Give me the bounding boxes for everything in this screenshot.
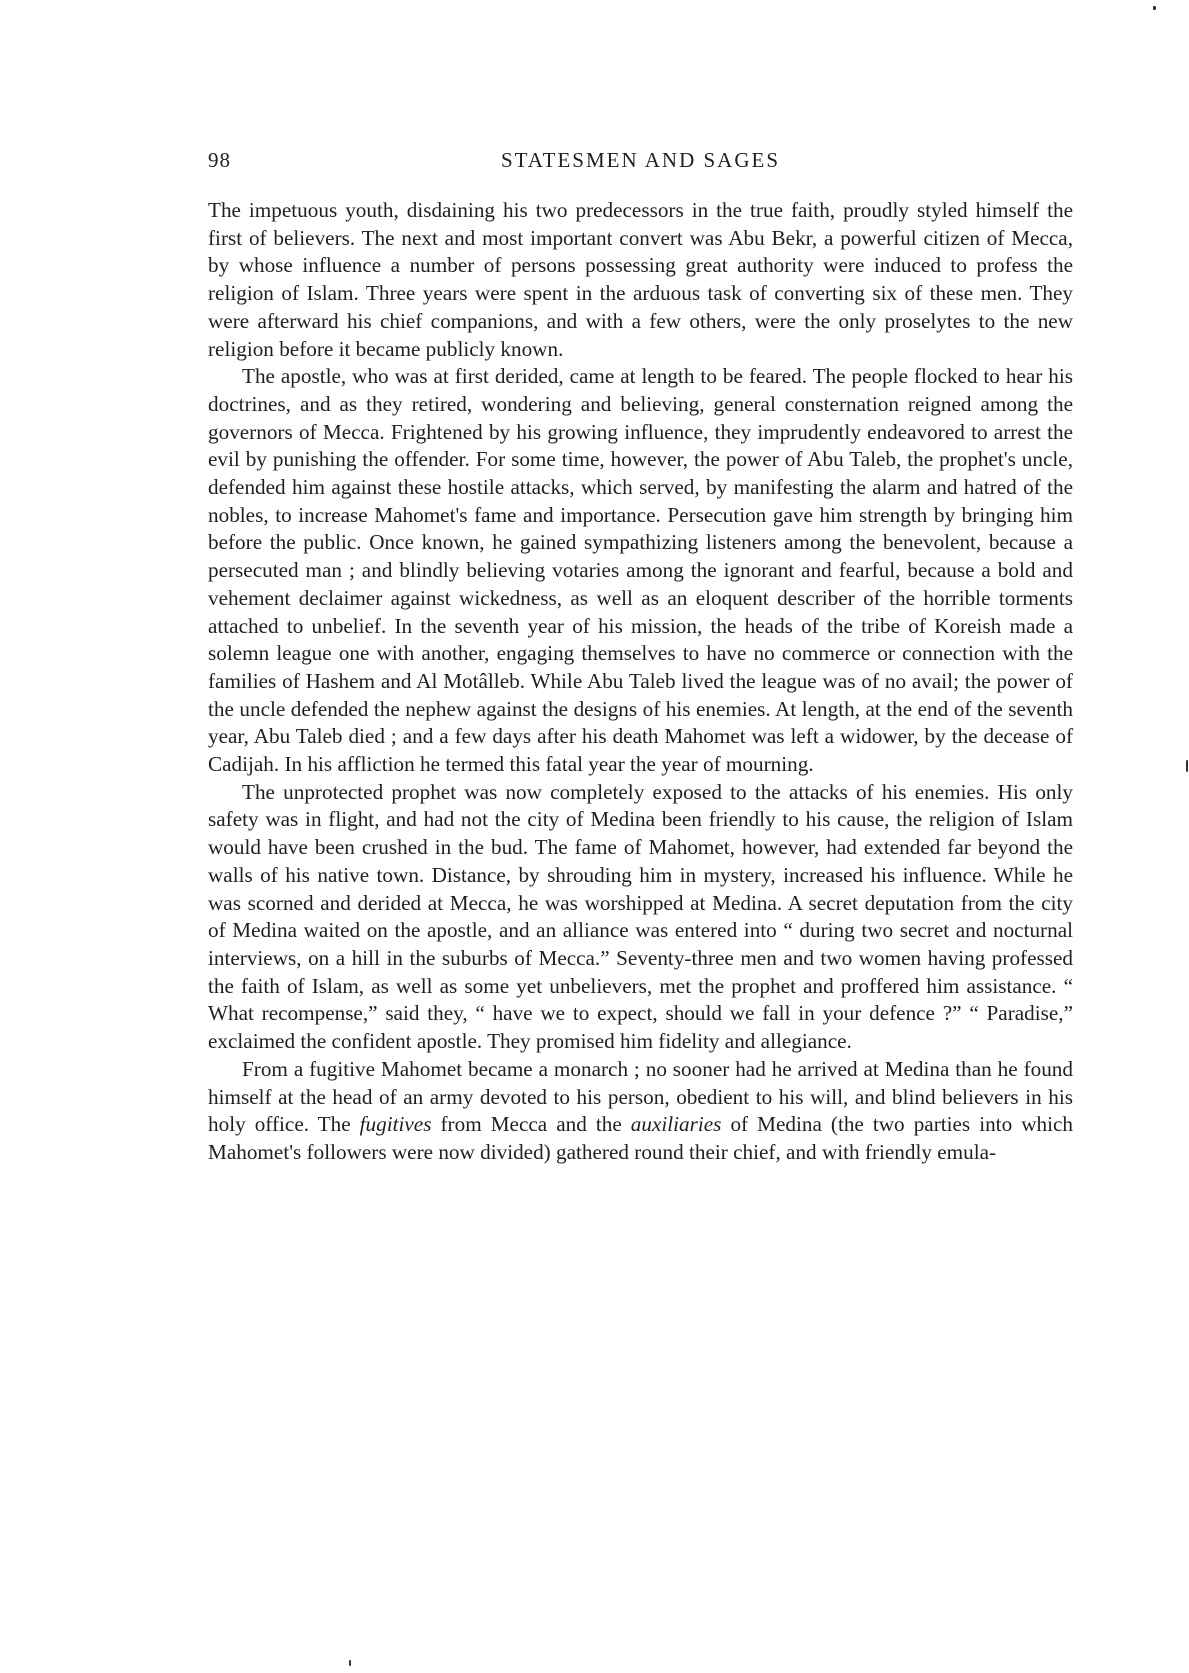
body-text [208, 197, 1073, 1167]
paragraph-3: The unprotected prophet was now completely exposed to the attacks of his enemies. His only safety was in flight, and had not the city of Medina been friendly to his cause, the religion of Islam would have been crushed in the bud. The fame of Mahomet, however, had extended far beyond the walls of his native town. Distance, by shrouding him in mystery, increased his influence. While he was scorned and derided at Mecca, he was worshipped at Medina. A secret deputation from the city of Medina waited on the apostle, and an alliance was entered into “ during two secret and nocturnal interviews, on a hill in the suburbs of Mecca.” Seventy-three men and two women having professed the faith of Islam, as well as some yet unbelievers, met the prophet and proffered him assistance. “ What recompense,” said they, “ have we to expect, should we fall in your defence ?” “ Paradise,” exclaimed the confident apostle. They promised him fidelity and allegiance. [208, 779, 1073, 1054]
italic-term-fugitives: fugitives [359, 1112, 432, 1137]
italic-term-auxiliaries: auxiliaries [630, 1112, 722, 1137]
paragraph-4-text-b: from Mecca and the [431, 1112, 631, 1137]
page-number: 98 [208, 148, 231, 172]
paragraph-4 [208, 1056, 1073, 1167]
running-head: STATESMEN AND SAGES [500, 148, 781, 172]
scan-speck-top-right [1153, 6, 1156, 10]
scan-speck-bottom [349, 1660, 351, 1666]
page-header [208, 148, 1073, 178]
scan-speck-right-margin [1186, 760, 1188, 772]
paragraph-1: The impetuous youth, disdaining his two predecessors in the true faith, proudly styled himself the first of believers. The next and most important convert was Abu Bekr, a powerful citizen of Mecca, by whose influence a number of persons possessing great authority were induced to profess the religion of Islam. Three years were spent in the arduous task of converting six of these men. They were afterward his chief companions, and with a few others, were the only proselytes to the new religion before it became publicly known. [208, 198, 1073, 361]
paragraph-2: The apostle, who was at first derided, came at length to be feared. The people flocked to hear his doctrines, and as they retired, wondering and believing, general consternation reigned among the governors of Mecca. Frightened by his growing influence, they imprudently endeavored to arrest the evil by punishing the offender. For some time, however, the power of Abu Taleb, the prophet's uncle, defended him against these hostile attacks, which served, by manifesting the alarm and hatred of the nobles, to increase Mahomet's fame and importance. Persecution gave him strength by bringing him before the public. Once known, he gained sympathizing listeners among the benevolent, because a persecuted man ; and blindly believing votaries among the ignorant and fearful, because a bold and vehement declaimer against wickedness, as well as an eloquent describer of the horrible torments attached to unbelief. In the seventh year of his mission, the heads of the tribe of Koreish made a solemn league one with another, engaging themselves to have no commerce or connection with the families of Hashem and Al Motâlleb. While Abu Taleb lived the league was of no avail; the power of the uncle defended the nephew against the designs of his enemies. At length, at the end of the seventh year, Abu Taleb died ; and a few days after his death Mahomet was left a widower, by the decease of Cadijah. In his affliction he termed this fatal year the year of mourning. [208, 364, 1073, 777]
paragraph-4-text-c: of Medina (the two parties into which Mahomet's followers were now divided) gathered round their chief, and with friendly emula- [208, 1112, 1073, 1164]
paragraph-4-text-a: From a fugitive Mahomet became a monarch ; no sooner had he arrived at Medina than he found himself at the head of an army devoted to his person, obedient to his will, and blind believers in his holy office. The [208, 1056, 1073, 1137]
